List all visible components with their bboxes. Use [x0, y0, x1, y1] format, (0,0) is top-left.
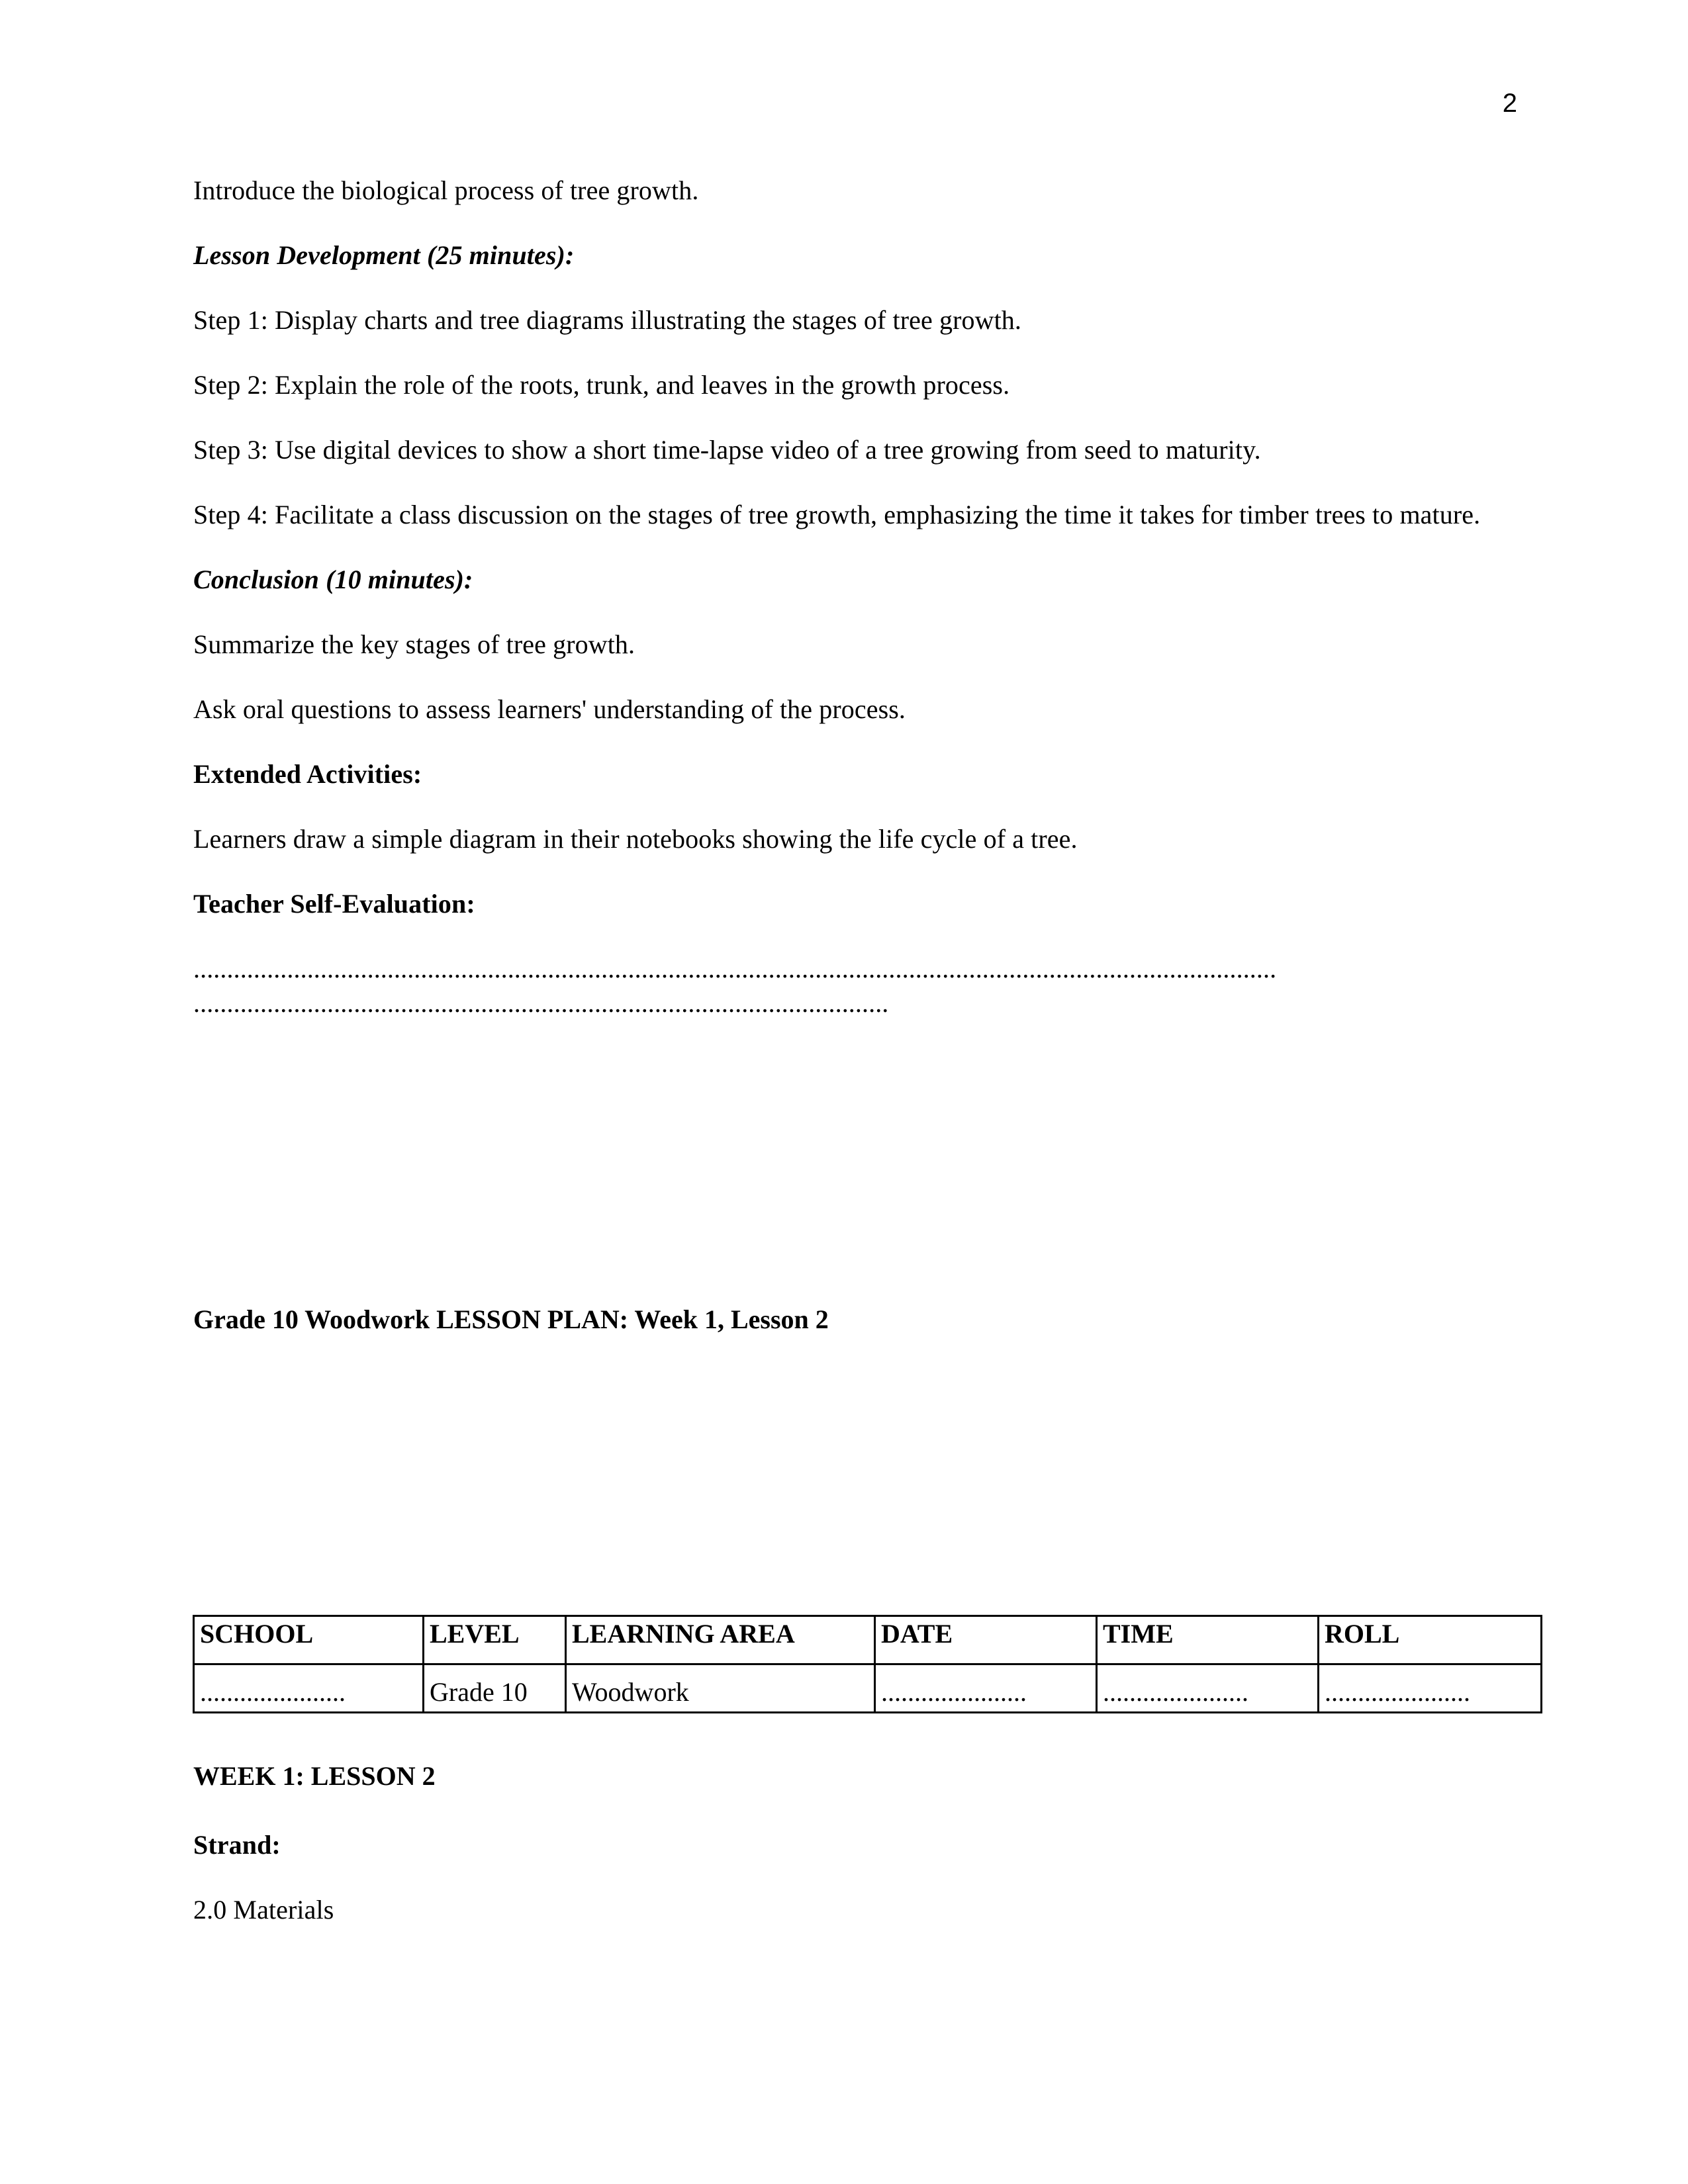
- table-header-date: DATE: [875, 1616, 1097, 1664]
- date-fill-dots: ......................: [881, 1676, 1027, 1707]
- week-lesson-heading: WEEK 1: LESSON 2: [193, 1761, 436, 1791]
- self-evaluation-dotted-line-2: ........................................................................................................: [193, 988, 889, 1018]
- lesson-plan-title: Grade 10 Woodwork LESSON PLAN: Week 1, Lesson 2: [193, 1304, 829, 1334]
- time-fill-dots: ......................: [1103, 1676, 1248, 1707]
- strand-value: 2.0 Materials: [193, 1895, 334, 1925]
- table-cell-date[interactable]: [875, 1664, 1097, 1713]
- table-header-learning-area: LEARNING AREA: [566, 1616, 875, 1664]
- lesson-info-table: [193, 1615, 1542, 1713]
- table-header-school: SCHOOL: [194, 1616, 424, 1664]
- table-header-row: [194, 1616, 1542, 1664]
- step-3-paragraph: Step 3: Use digital devices to show a short time-lapse video of a tree growing from seed to maturity.: [193, 435, 1261, 465]
- lesson-development-heading: Lesson Development (25 minutes):: [193, 240, 575, 270]
- table-header-level: LEVEL: [424, 1616, 566, 1664]
- teacher-self-evaluation-heading: Teacher Self-Evaluation:: [193, 889, 475, 919]
- extended-activities-paragraph: Learners draw a simple diagram in their notebooks showing the life cycle of a tree.: [193, 824, 1078, 854]
- table-cell-school[interactable]: [194, 1664, 424, 1713]
- table-row: [194, 1664, 1542, 1713]
- roll-fill-dots: ......................: [1325, 1676, 1470, 1707]
- bottom-text-block: [193, 1759, 1491, 1958]
- table-header-roll: ROLL: [1319, 1616, 1542, 1664]
- self-evaluation-fill-lines: [193, 952, 1491, 1021]
- step-2-paragraph: Step 2: Explain the role of the roots, trunk, and leaves in the growth process.: [193, 370, 1010, 400]
- table-cell-level: Grade 10: [424, 1664, 566, 1713]
- school-fill-dots: ......................: [200, 1676, 346, 1707]
- conclusion-heading: Conclusion (10 minutes):: [193, 565, 473, 594]
- intro-paragraph: Introduce the biological process of tree growth.: [193, 175, 699, 205]
- table-header-time: TIME: [1097, 1616, 1319, 1664]
- table-cell-time[interactable]: [1097, 1664, 1319, 1713]
- self-evaluation-dotted-line-1: ..................................................................................................................................................................: [193, 954, 1277, 983]
- table-cell-learning-area: Woodwork: [566, 1664, 875, 1713]
- strand-heading: Strand:: [193, 1830, 281, 1860]
- conclusion-questions-paragraph: Ask oral questions to assess learners' understanding of the process.: [193, 694, 906, 724]
- step-4-paragraph: Step 4: Facilitate a class discussion on the stages of tree growth, emphasizing the time it takes for timber trees to mature.: [193, 500, 1481, 529]
- table-cell-roll[interactable]: [1319, 1664, 1542, 1713]
- extended-activities-heading: Extended Activities:: [193, 759, 422, 789]
- step-1-paragraph: Step 1: Display charts and tree diagrams illustrating the stages of tree growth.: [193, 305, 1022, 335]
- main-text-column: [193, 173, 1491, 1050]
- page-number: 2: [1502, 89, 1517, 118]
- conclusion-summarize-paragraph: Summarize the key stages of tree growth.: [193, 629, 635, 659]
